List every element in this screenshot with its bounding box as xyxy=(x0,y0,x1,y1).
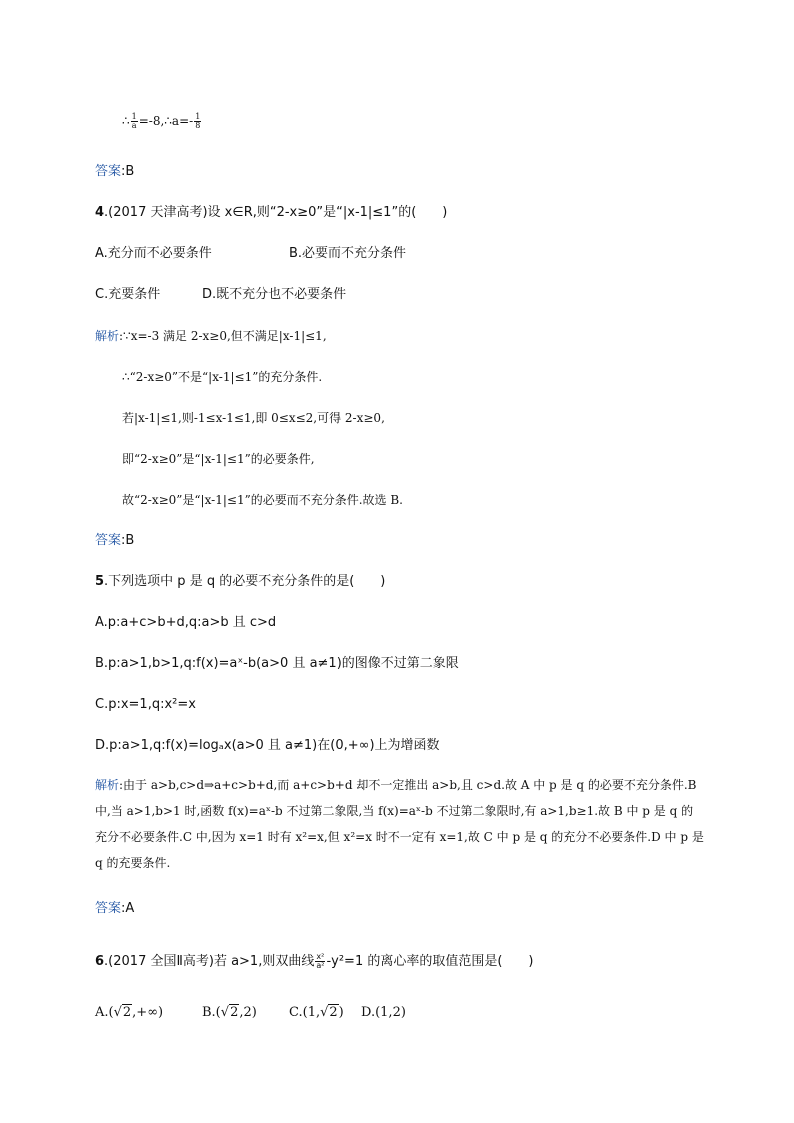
question-number: 6 xyxy=(95,954,105,969)
option-c: C.充要条件 xyxy=(95,287,161,302)
q4-solution-line-5: 故“2-x≥0”是“|x-1|≤1”的必要而不充分条件.故选 B. xyxy=(122,493,403,507)
q4-options-ab xyxy=(95,245,407,263)
answer-value: :A xyxy=(121,901,135,916)
answer-value: :B xyxy=(121,533,135,548)
option-c: C.(1,√2) xyxy=(289,1005,344,1020)
answer-label: 答案 xyxy=(95,164,122,179)
question-number: 4 xyxy=(95,205,105,220)
q5-option-a: A.p:a+c>b+d,q:a>b 且 c>d xyxy=(95,615,277,630)
question-6 xyxy=(95,953,534,971)
question-text: .下列选项中 p 是 q 的必要不充分条件的是( ) xyxy=(104,574,386,589)
solution-label: 解析 xyxy=(95,778,120,792)
fraction-1-over-8: $\frac{1}{8}$ xyxy=(195,112,201,130)
option-b: B.(√2,2) xyxy=(202,1005,257,1020)
fraction-1-over-a: $\frac{1}{a}$ xyxy=(131,112,137,130)
answer-label: 答案 xyxy=(95,533,122,548)
q5-solution xyxy=(95,772,705,876)
question-number: 5 xyxy=(95,574,105,589)
question-text: .(2017 天津高考)设 x∈R,则“2-x≥0”是“|x-1|≤1”的( ) xyxy=(104,205,448,220)
q6-options xyxy=(95,1004,406,1022)
question-text-post: -y²=1 的离心率的取值范围是( ) xyxy=(326,954,534,969)
q5-option-c: C.p:x=1,q:x²=x xyxy=(95,697,196,712)
solution-label: 解析 xyxy=(95,329,120,343)
q4-solution-line-1: 解析:∵x=-3 满足 2-x≥0,但不满足|x-1|≤1, xyxy=(95,329,327,343)
option-d: D.(1,2) xyxy=(361,1005,406,1020)
answer-value: :B xyxy=(121,164,135,179)
option-d: D.既不充分也不必要条件 xyxy=(202,287,347,302)
answer-q3 xyxy=(95,163,134,181)
answer-q4 xyxy=(95,532,134,550)
fraction-x2-over-a2: $\frac{\text{x²}}{\text{a²}}$ xyxy=(316,952,325,970)
q5-option-b: B.p:a>1,b>1,q:f(x)=aˣ-b(a>0 且 a≠1)的图像不过第二象限 xyxy=(95,656,459,671)
q4-options-cd xyxy=(95,286,347,304)
q3-conclusion xyxy=(122,112,202,130)
solution-text: :由于 a>b,c>d⇒a+c>b+d,而 a+c>b+d 却不一定推出 a>b,且 c>d.故 A 中 p 是 q 的必要不充分条件.B 中,当 a>1,b>1 时,函数 f(x)=aˣ-b 不过第二象限,当 f(x)=aˣ-b 不过第二象限时,有 a>1,b≥1.故 B 中 p 是 q 的充分不必要条件.C 中,因为 x=1 时有 x²=x,但 x²=x 时不一定有 x=1,故 C 中 p 是 q 的充分不必要条件.D 中 p 是 q 的充要条件. xyxy=(95,778,704,870)
q4-solution-line-2: ∴“2-x≥0”不是“|x-1|≤1”的充分条件. xyxy=(122,370,323,384)
question-5 xyxy=(95,573,385,591)
question-4 xyxy=(95,204,447,222)
option-b: B.必要而不充分条件 xyxy=(289,246,407,261)
equation-text: =-8,∴a=- xyxy=(138,114,194,128)
option-a: A.(√2,+∞) xyxy=(95,1005,164,1020)
option-a: A.充分而不必要条件 xyxy=(95,246,212,261)
therefore-symbol: ∴ xyxy=(122,114,130,128)
answer-q5 xyxy=(95,900,134,918)
answer-label: 答案 xyxy=(95,901,122,916)
q4-solution-line-3: 若|x-1|≤1,则-1≤x-1≤1,即 0≤x≤2,可得 2-x≥0, xyxy=(122,411,385,425)
question-text-pre: .(2017 全国Ⅱ高考)若 a>1,则双曲线 xyxy=(104,954,315,969)
q4-solution-line-4: 即“2-x≥0”是“|x-1|≤1”的必要条件, xyxy=(122,452,315,466)
q5-option-d: D.p:a>1,q:f(x)=logₐx(a>0 且 a≠1)在(0,+∞)上为增函数 xyxy=(95,738,440,753)
